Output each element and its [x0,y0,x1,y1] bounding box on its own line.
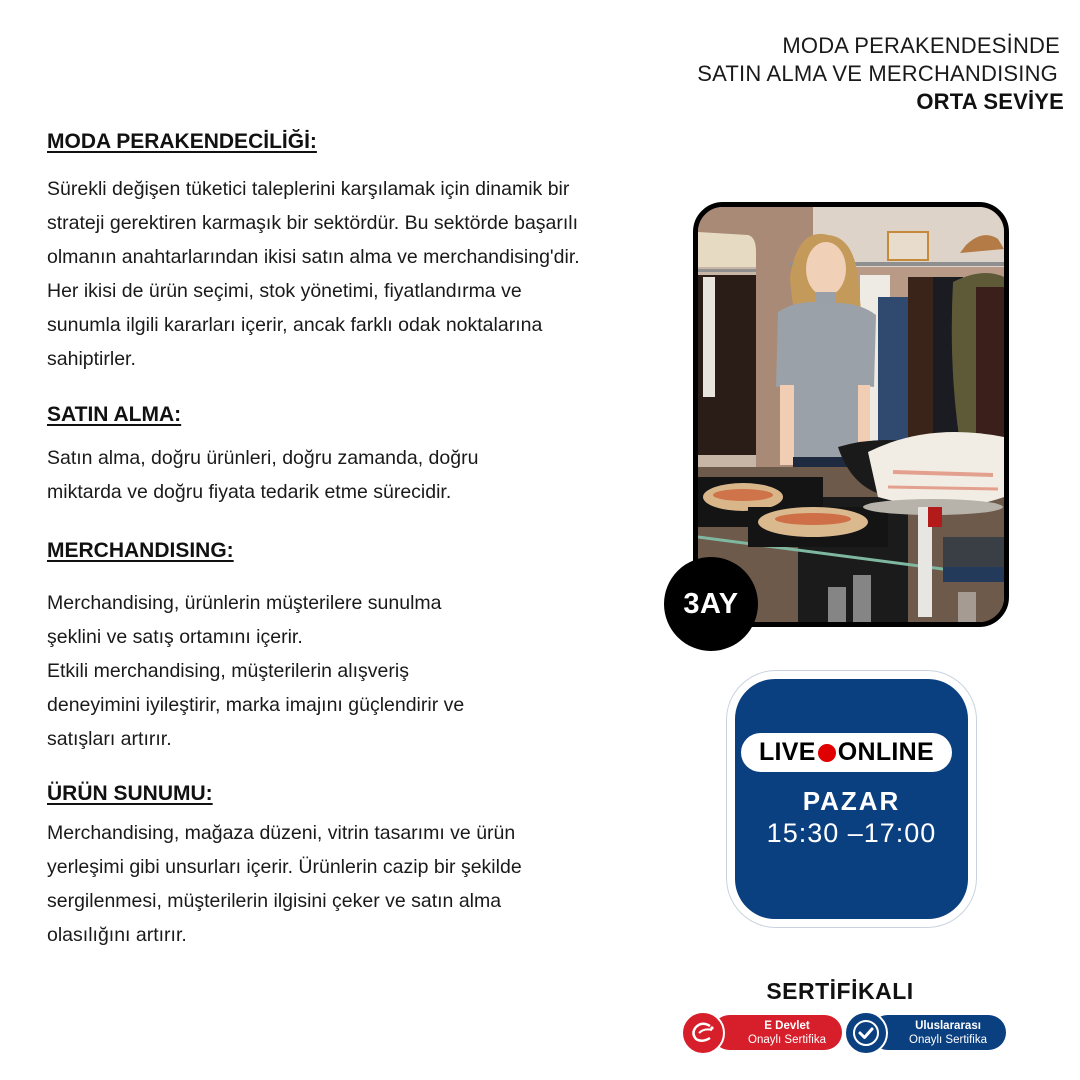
section-heading-fashion-retail: MODA PERAKENDECİLİĞİ: [47,130,317,153]
text-line: olmanın anahtarlarından ikisi satın alma ve merchandising'dir. [47,246,580,268]
schedule-day: PAZAR [802,786,901,816]
course-title-block [697,32,1064,116]
e-devlet-logo-icon [681,1011,725,1055]
checkmark-icon [844,1011,888,1055]
text-line: Her ikisi de ürün seçimi, stok yönetimi, fiyatlandırma ve [47,280,522,302]
section-heading-purchasing: SATIN ALMA: [47,403,182,426]
online-text: ONLINE [837,738,935,766]
text-line: sahiptirler. [47,348,136,370]
section-body-merchandising [47,586,464,756]
live-text: LIVE [758,738,816,766]
text-line: Merchandising, mağaza düzeni, vitrin tasarımı ve ürün [47,822,516,844]
section-body-fashion-retail [47,172,580,376]
course-level: ORTA SEVİYE [916,89,1064,114]
live-online-label [741,733,952,772]
section-body-purchasing [47,441,478,509]
text-line: şeklini ve satış ortamını içerir. [47,626,303,648]
text-line: Sürekli değişen tüketici taleplerini karşılamak için dinamik bir [47,178,570,200]
text-line: sunumla ilgili kararları içerir, ancak farklı odak noktalarına [47,314,543,336]
text-line: Merchandising, ürünlerin müşterilere sunulma [47,592,442,614]
section-body-product-presentation [47,816,522,952]
duration-badge: 3AY [664,557,758,651]
badge-line-2: Onaylı Sertifika [909,1033,987,1046]
section-heading-merchandising: MERCHANDISING: [47,539,234,562]
course-title-line-1: MODA PERAKENDESİNDE [782,33,1060,58]
live-dot-icon [818,744,836,762]
certification-title: SERTİFİKALI [766,978,914,1004]
schedule-time: 15:30 –17:00 [766,818,937,848]
badge-line-2: Onaylı Sertifika [748,1033,826,1046]
text-line: strateji gerektiren karmaşık bir sektördür. Bu sektörde başarılı [47,212,579,234]
text-line: Satın alma, doğru ürünleri, doğru zamanda, doğru [47,447,479,469]
text-line: deneyimini iyileştirir, marka imajını güçlendirir ve [47,694,465,716]
text-line: miktarda ve doğru fiyata tedarik etme sürecidir. [47,481,452,503]
text-line: satışları artırır. [47,728,172,750]
section-heading-product-presentation: ÜRÜN SUNUMU: [47,782,213,805]
boutique-photo-illustration [698,207,1004,622]
text-line: Etkili merchandising, müşterilerin alışveriş [47,660,409,682]
international-certificate-badge [870,1015,1006,1050]
boutique-photo [693,202,1009,627]
text-line: olasılığını artırır. [47,924,187,946]
text-line: yerleşimi gibi unsurları içerir. Ürünlerin cazip bir şekilde [47,856,522,878]
text-line: sergilenmesi, müşterilerin ilgisini çeker ve satın alma [47,890,502,912]
badge-line-1: Uluslararası [915,1019,981,1032]
course-title-line-2: SATIN ALMA VE MERCHANDISING [697,61,1058,86]
badge-line-1: E Devlet [764,1019,810,1032]
e-devlet-certificate-badge [712,1015,842,1050]
